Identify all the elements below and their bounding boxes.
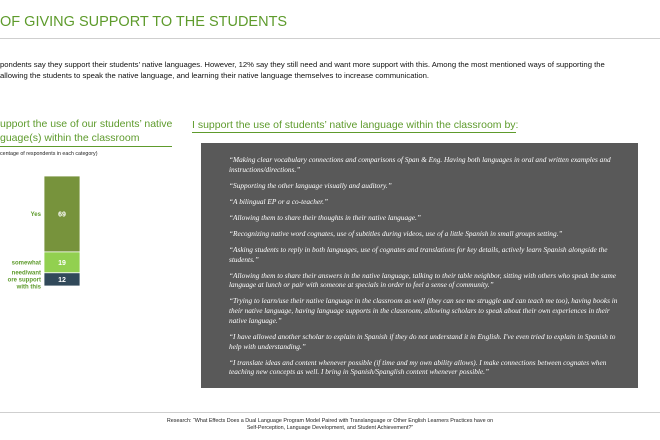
chart-category-labels — [8, 212, 42, 290]
bar-value-label-1: 69 — [58, 211, 66, 219]
intro-line-1: pondents say they support their students’ native languages. However, 12% say they still need and want more support with this. Among the most mentioned ways of supporting the — [0, 60, 605, 69]
bar-value-label-3: 12 — [58, 276, 66, 284]
quotes-box — [201, 143, 638, 388]
stacked-bar-chart — [0, 176, 90, 291]
category-label-line: ore support — [7, 277, 41, 284]
footer-divider — [0, 412, 660, 413]
chart-heading-line-1: upport the use of our students’ native — [0, 118, 173, 130]
bar-value-label-2: 19 — [58, 259, 66, 267]
category-label-line: with this — [16, 284, 41, 291]
category-label-line: Yes — [30, 212, 41, 219]
chart-bars — [44, 176, 80, 286]
intro-paragraph — [0, 59, 660, 81]
citation-line-1: Research: “What Effects Does a Dual Language Program Model Paired with Translanguage or Other English Learners Practices have on — [166, 418, 494, 424]
quote-5: “Recognizing native word cognates, use of subtitles during videos, use of a little Spanish in small groups setting.” — [229, 228, 563, 238]
chart-note: centage of respondents in each category) — [0, 151, 98, 157]
page-title: OF GIVING SUPPORT TO THE STUDENTS — [0, 14, 288, 30]
quote-4: “Allowing them to share their thoughts in their native language.” — [229, 212, 421, 222]
chart-heading-divider — [0, 146, 172, 147]
citation — [108, 418, 552, 432]
quotes-heading-divider — [192, 132, 516, 133]
quote-7: “Allowing them to share their answers in the native language, talking to their table neighbor, sitting with others who speak the same language at lunch or pair with someone at specials in order to feel a sense of community.” — [229, 270, 617, 290]
category-label-line: somewhat — [11, 260, 41, 267]
chart-heading — [0, 117, 180, 145]
citation-line-2: Self-Perception, Language Development, and Student Achievement?” — [246, 425, 414, 431]
category-label-2 — [12, 261, 41, 267]
category-label-line: need/want — [11, 270, 41, 277]
title-divider — [0, 38, 660, 39]
quote-2: “Supporting the other language visually and auditory.” — [229, 180, 392, 190]
intro-line-2: allowing the students to speak the native language, and learning their native language themselves to increase communication. — [0, 71, 430, 80]
category-label-3 — [8, 271, 42, 291]
quote-9: “I have allowed another scholar to explain in Spanish if they do not understand it in English. I've even tried to explain in Spanish to help with understanding.” — [229, 331, 616, 351]
quote-6: “Asking students to reply in both languages, use of cognates and translations for key details, actively learn Spanish alongside the students.” — [229, 244, 608, 264]
quote-3: “A bilingual EP or a co-teacher.” — [229, 196, 329, 206]
quote-8: “Trying to learn/use their native language in the classroom as well (they can see me struggle and can teach me too), having books in their native language, having language supports in the classroom, allowing scholars to speak about their own experiences in their native language.” — [229, 296, 618, 325]
quote-1: “Making clear vocabulary connections and comparisons of Span & Eng. Having both languages in oral and written examples and instructions/directions.” — [229, 155, 611, 174]
quotes-heading: I support the use of students’ native language within the classroom by: — [192, 119, 519, 131]
category-label-1 — [31, 212, 42, 218]
quote-10: “I translate ideas and content whenever possible (if time and my own ability allows). I make connections between cognates when teaching new concepts as well. I bring in Spanish/Spanglish content whenever possible.” — [229, 357, 607, 377]
chart-heading-line-2: guage(s) within the classroom — [0, 132, 140, 144]
